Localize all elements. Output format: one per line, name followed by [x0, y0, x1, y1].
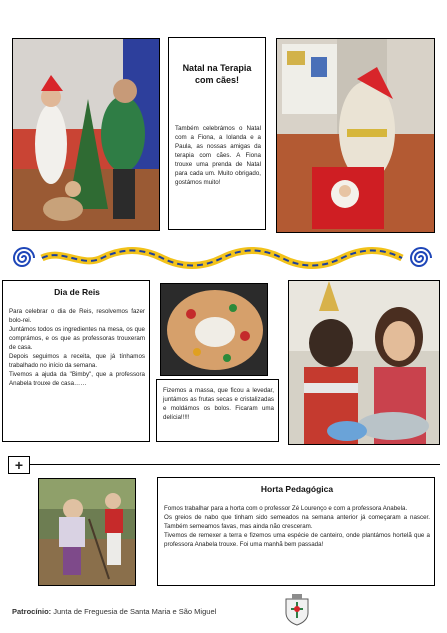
- reis-article: [2, 280, 150, 442]
- plus-icon: +: [14, 457, 24, 473]
- photo-scene: [39, 479, 136, 586]
- wave-divider: [2, 245, 443, 271]
- photo-bolo-rei: [160, 283, 268, 376]
- horta-article: [157, 477, 435, 586]
- separator-line: [28, 464, 440, 465]
- wave-ornament: [2, 245, 443, 271]
- natal-body: Também celebrámos o Natal com a Fiona, a Iolanda e a Paula, as nossas amigas da terapia com cães. A Fiona trouxe uma prenda de Natal para cada um. Muito obrigado, gostámos muito!: [175, 125, 261, 186]
- natal-title-line2: com cães!: [194, 75, 240, 85]
- left-spiral: [14, 248, 34, 266]
- reis-paragraph-1: Para celebrar o dia de Reis, resolvemos fazer bolo-rei.: [9, 308, 145, 324]
- photo-garden-work: [38, 478, 136, 586]
- crest-icon: [282, 593, 312, 627]
- footer-label: Patrocínio:: [12, 607, 52, 616]
- reis-paragraph-4: Tivemos a ajuda da "Bimby", que a professora Anabela trouxe de casa……: [9, 371, 145, 387]
- horta-paragraph-1: Fomos trabalhar para a horta com o professor Zé Lourenço e com a professora Anabela.: [164, 505, 408, 512]
- natal-article: [168, 37, 266, 230]
- horta-title: Horta Pedagógica: [260, 484, 334, 494]
- footer-sponsor: [12, 605, 272, 619]
- reis-caption: Fizemos a massa, que ficou a levedar, juntámos as frutas secas e cristalizadas e moldámos os bolos. Ficaram uma delícia!!!!!: [163, 387, 274, 421]
- right-spiral: [411, 248, 431, 266]
- natal-title-line1: Natal na Terapia: [182, 63, 252, 73]
- photo-scene: [289, 281, 440, 445]
- photo-scene: [161, 284, 268, 376]
- photo-scene: [13, 39, 160, 231]
- horta-paragraph-2: Os greios de nabo que tinham sido semeados na semana anterior já começaram a nascer. Também semeamos favas, mas ainda não cresceram.: [164, 514, 430, 530]
- parish-crest-logo: [282, 593, 312, 627]
- reis-caption-box: [156, 379, 279, 442]
- reis-paragraph-3: Depois seguimos a receita, que já tínhamos trabalhado no início da semana.: [9, 353, 145, 369]
- footer-sponsor-name: Junta de Freguesia de Santa Maria e São Miguel: [53, 607, 217, 616]
- photo-christmas-dog-therapy: [12, 38, 160, 231]
- natal-title: [173, 62, 261, 86]
- wave-yellow: [42, 251, 402, 266]
- reis-paragraph-2: Juntámos todos os ingredientes na mesa, os que comprámos, e os que as professoras trouxeram de casa.: [9, 326, 145, 351]
- reis-body: [9, 307, 145, 388]
- reis-title: Dia de Reis: [54, 287, 100, 297]
- photo-kitchen-students: [288, 280, 440, 445]
- photo-scene: [277, 39, 435, 233]
- plus-box: [8, 456, 30, 474]
- horta-body: [164, 504, 430, 549]
- photo-dog-with-present: [276, 38, 435, 233]
- horta-paragraph-3: Tivemos de remexer a terra e fizemos uma espécie de canteiro, onde plantámos hortelã que a professora Anabela trouxe. Foi uma manhã bem passada!: [164, 532, 430, 548]
- section-separator: [2, 455, 443, 475]
